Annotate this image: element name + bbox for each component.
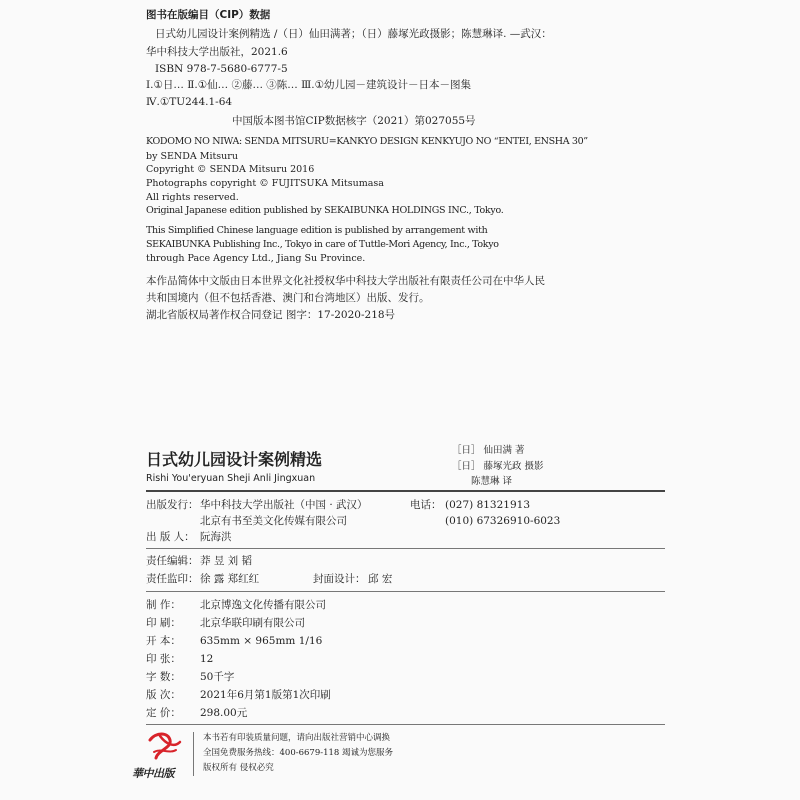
original-title: KODOMO NO NIWA: SENDA MITSURU=KANKYO DESIGN KENKYUJO NO “ENTEI, ENSHA 30” bbox=[146, 136, 588, 147]
spec-label: 定 价： bbox=[146, 707, 181, 719]
spec-label: 制 作： bbox=[146, 599, 181, 611]
rights-simplified-3: through Pace Agency Ltd., Jiang Su Province. bbox=[146, 253, 366, 264]
authorization-line-3: 湖北省版权局著作权合同登记 图字：17-2020-218号 bbox=[146, 309, 396, 321]
cip-verification: 中国版本图书馆CIP数据核字（2021）第027055号 bbox=[232, 115, 476, 127]
spec-label: 字 数： bbox=[146, 671, 181, 683]
publisher-logo-icon bbox=[140, 730, 188, 770]
credit-author: ［日］ 仙田满 著 bbox=[452, 445, 525, 456]
phone-2: (010) 67326910-6023 bbox=[445, 515, 561, 527]
cover-label: 封面设计： bbox=[313, 573, 366, 585]
editor-label: 责任编辑： bbox=[146, 555, 199, 567]
credit-translator: 陈慧琳 译 bbox=[471, 476, 513, 487]
cover-designer: 邱 宏 bbox=[368, 573, 393, 585]
publisher-divider bbox=[146, 548, 665, 549]
phone-1: (027) 81321913 bbox=[445, 499, 531, 511]
spec-label: 开 本： bbox=[146, 635, 181, 647]
publisher-person: 阮海洪 bbox=[200, 531, 232, 543]
rights-simplified-2: SEKAIBUNKA Publishing Inc., Tokyo in care of Tuttle-Mori Agency, Inc., Tokyo bbox=[146, 239, 499, 250]
rights-original-edition: Original Japanese edition published by SEKAIBUNKA HOLDINGS INC., Tokyo. bbox=[146, 205, 504, 216]
spec-value: 北京博逸文化传播有限公司 bbox=[200, 599, 326, 611]
spec-value: 12 bbox=[200, 653, 214, 665]
rights-simplified-1: This Simplified Chinese language edition is published by arrangement with bbox=[146, 225, 488, 236]
footer-divider bbox=[193, 732, 194, 776]
authorization-line-2: 共和国境内（但不包括香港、澳门和台湾地区）出版、发行。 bbox=[146, 292, 430, 304]
rights-photographs: Photographs copyright © FUJITSUKA Mitsumasa bbox=[146, 178, 384, 189]
cip-line-5: Ⅳ.①TU244.1-64 bbox=[146, 96, 233, 108]
cip-line-1: 日式幼儿园设计案例精选 /（日）仙田满著；（日）藤塚光政摄影；陈慧琳译. —武汉： bbox=[155, 28, 552, 40]
specs-divider bbox=[146, 724, 665, 725]
phone-label: 电话： bbox=[410, 499, 442, 511]
title-divider bbox=[146, 490, 665, 492]
cip-line-4: Ⅰ.①日… Ⅱ.①仙… ②藤… ③陈… Ⅲ.①幼儿园－建筑设计－日本－图集 bbox=[146, 79, 472, 91]
supervisor-names: 徐 露 郑红红 bbox=[200, 573, 260, 585]
spec-value: 635mm × 965mm 1/16 bbox=[200, 635, 323, 647]
footer-notice-2: 全国免费服务热线：400-6679-118 竭诚为您服务 bbox=[203, 748, 394, 758]
spec-label: 印 张： bbox=[146, 653, 181, 665]
authorization-line-1: 本作品简体中文版由日本世界文化社授权华中科技大学出版社有限责任公司在中华人民 bbox=[146, 275, 545, 287]
publisher-name-1: 华中科技大学出版社（中国 · 武汉） bbox=[200, 499, 368, 511]
rights-by: by SENDA Mitsuru bbox=[146, 151, 238, 162]
credit-photographer: ［日］ 藤塚光政 摄影 bbox=[452, 461, 544, 472]
spec-label: 印 刷： bbox=[146, 617, 181, 629]
rights-reserved: All rights reserved. bbox=[146, 192, 239, 203]
editors-divider bbox=[146, 591, 665, 592]
spec-value: 2021年6月第1版第1次印刷 bbox=[200, 689, 331, 701]
rights-copyright: Copyright © SENDA Mitsuru 2016 bbox=[146, 164, 315, 175]
publisher-person-label: 出 版 人： bbox=[146, 531, 195, 543]
spec-value: 298.00元 bbox=[200, 707, 248, 719]
footer-notice-3: 版权所有 侵权必究 bbox=[203, 763, 274, 773]
publisher-label: 出版发行： bbox=[146, 499, 199, 511]
spec-value: 北京华联印刷有限公司 bbox=[200, 617, 305, 629]
cip-isbn: ISBN 978-7-5680-6777-5 bbox=[155, 63, 288, 75]
supervisor-label: 责任监印： bbox=[146, 573, 199, 585]
book-title: 日式幼儿园设计案例精选 bbox=[146, 450, 323, 469]
publisher-logo-text: 華中出版 bbox=[132, 767, 174, 780]
cip-line-2: 华中科技大学出版社，2021.6 bbox=[146, 46, 288, 58]
spec-label: 版 次： bbox=[146, 689, 181, 701]
book-pinyin: Rishi You'eryuan Sheji Anli Jingxuan bbox=[146, 473, 316, 484]
editor-names: 莽 昱 刘 韬 bbox=[200, 555, 253, 567]
footer-notice-1: 本书若有印装质量问题，请向出版社营销中心调换 bbox=[203, 733, 391, 743]
spec-value: 50千字 bbox=[200, 671, 235, 683]
publisher-name-2: 北京有书至美文化传媒有限公司 bbox=[200, 515, 347, 527]
cip-header: 图书在版编目（CIP）数据 bbox=[146, 9, 271, 21]
